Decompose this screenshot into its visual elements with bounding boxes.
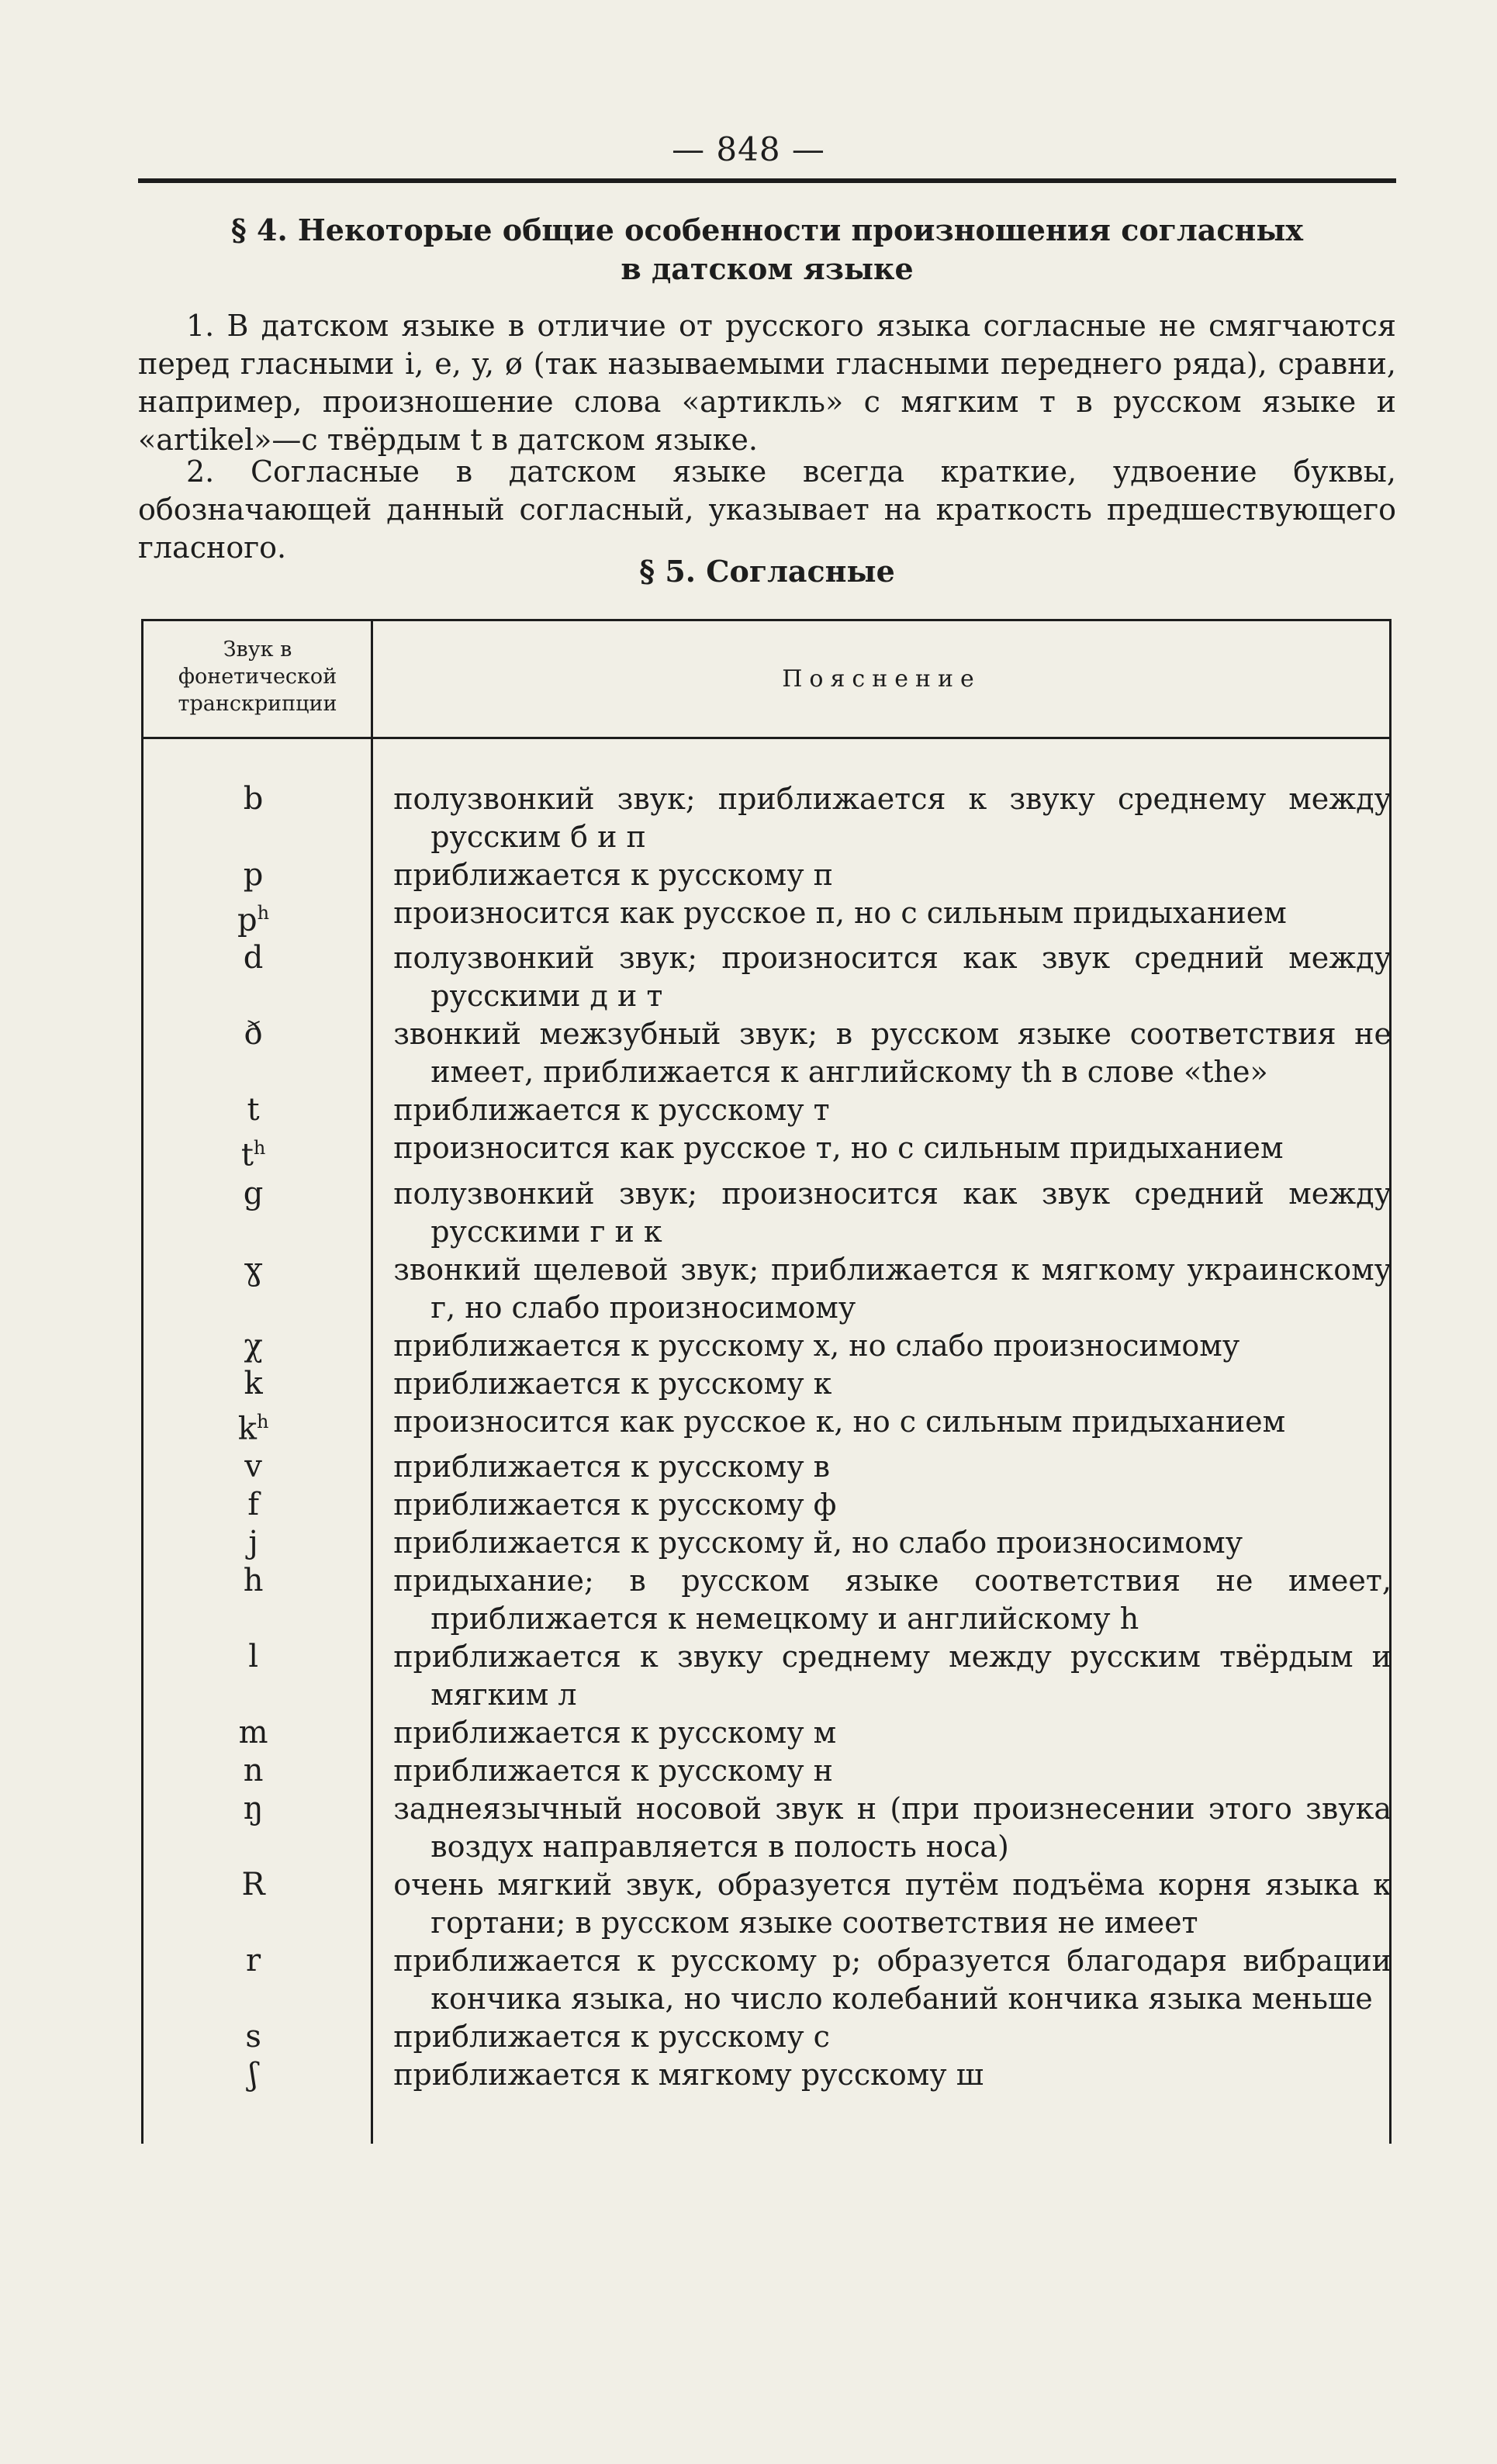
- explanation-text: заднеязычный носовой звук н (при произнесении этого звука воздух направляется в полость носа): [393, 1791, 1392, 1864]
- phonetic-symbol: $k^h$: [237, 1410, 269, 1446]
- explanation-text: произносится как русское к, но с сильным придыханием: [393, 1404, 1286, 1439]
- column-header-explanation: Пояснение: [782, 665, 981, 693]
- explanation-text: очень мягкий звук, образуется путём подъёма корня языка к гортани; в русском языке соответствия не имеет: [393, 1867, 1392, 1940]
- table-row: [141, 1403, 1392, 1448]
- section-4-title: [138, 211, 1396, 289]
- table-row: [141, 1714, 1392, 1752]
- phonetic-symbol: h: [243, 1562, 264, 1598]
- phonetic-symbol: l: [248, 1638, 258, 1674]
- explanation-text: произносится как русское п, но с сильным придыханием: [393, 896, 1287, 930]
- table-row: [141, 1251, 1392, 1327]
- section-4-title-line-2: в датском языке: [621, 251, 914, 286]
- column-header-sound-line-1: Звук в: [223, 638, 292, 662]
- table-row: [141, 1015, 1392, 1091]
- consonants-table: [141, 619, 1392, 2144]
- phonetic-symbol: ð: [244, 1016, 263, 1052]
- phonetic-symbol: p: [243, 857, 264, 893]
- phonetic-symbol: t: [247, 1092, 260, 1128]
- table-row: [141, 1752, 1392, 1790]
- explanation-text: приближается к русскому й, но слабо произносимому: [393, 1525, 1243, 1560]
- explanation-text: приближается к русскому с: [393, 2019, 830, 2054]
- explanation-text: звонкий межзубный звук; в русском языке соответствия не имеет, приближается к английскому th в слове «the»: [393, 1017, 1392, 1090]
- explanation-text: приближается к русскому п: [393, 858, 833, 892]
- table-row: [141, 1486, 1392, 1524]
- explanation-text: звонкий щелевой звук; приближается к мягкому украинскому г, но слабо произносимому: [393, 1252, 1392, 1325]
- table-row: [141, 1175, 1392, 1251]
- table-row: [141, 2056, 1392, 2094]
- phonetic-symbol: g: [243, 1175, 264, 1211]
- column-header-sound-line-3: транскрипции: [178, 692, 337, 716]
- table-row: [141, 1638, 1392, 1714]
- phonetic-symbol: ʃ: [249, 2056, 258, 2092]
- explanation-text: приближается к русскому х, но слабо произносимому: [393, 1328, 1240, 1363]
- explanation-text: приближается к русскому р; образуется благодаря вибрации кончика языка, но число колебаний кончика языка меньше: [393, 1943, 1392, 2016]
- column-header-sound: [146, 636, 369, 717]
- phonetic-symbol: s: [245, 2018, 261, 2054]
- table-row: [141, 1866, 1392, 1942]
- table-row: [141, 1790, 1392, 1866]
- column-header-sound-line-2: фонетической: [178, 665, 337, 689]
- table-row: [141, 894, 1392, 939]
- explanation-text: приближается к звуку среднему между русским твёрдым и мягким л: [393, 1639, 1392, 1712]
- explanation-text: приближается к русскому к: [393, 1366, 832, 1401]
- phonetic-symbol: r: [246, 1942, 261, 1978]
- explanation-text: произносится как русское т, но с сильным придыханием: [393, 1131, 1284, 1166]
- phonetic-symbol: $p^h$: [237, 902, 270, 938]
- paragraph-1: [138, 307, 1396, 459]
- section-4-title-line-1: § 4. Некоторые общие особенности произношения согласных: [230, 213, 1304, 247]
- table-row: [141, 1327, 1392, 1365]
- phonetic-symbol: k: [244, 1365, 263, 1401]
- table-row: [141, 1091, 1392, 1129]
- phonetic-symbol: n: [243, 1752, 264, 1788]
- explanation-text: полузвонкий звук; приближается к звуку среднему между русским б и п: [393, 782, 1392, 854]
- phonetic-symbol: ɣ: [244, 1251, 263, 1287]
- paragraph-2-text: 2. Согласные в датском языке всегда краткие, удвоение буквы, обозначающей данный согласный, указывает на краткость предшествующего гласного.: [138, 454, 1396, 565]
- table-row: [141, 1129, 1392, 1174]
- explanation-text: приближается к русскому н: [393, 1753, 833, 1788]
- phonetic-symbol: d: [243, 940, 264, 976]
- table-row: [141, 1524, 1392, 1562]
- section-5-title: § 5. Согласные: [639, 554, 895, 589]
- explanation-text: приближается к русскому в: [393, 1449, 831, 1484]
- page-number: — 848 —: [672, 130, 825, 168]
- paragraph-2: [138, 453, 1396, 567]
- table-row: [141, 1365, 1392, 1403]
- table-row: [141, 1562, 1392, 1638]
- table-top-rule: [141, 619, 1392, 621]
- explanation-text: придыхание; в русском языке соответствия не имеет, приближается к немецкому и английскому h: [393, 1563, 1392, 1636]
- phonetic-symbol: f: [247, 1486, 259, 1522]
- phonetic-symbol: $t^h$: [240, 1137, 266, 1173]
- table-row: [141, 2018, 1392, 2056]
- table-row: [141, 1448, 1392, 1486]
- table-body: [141, 780, 1392, 2094]
- phonetic-symbol: R: [241, 1866, 265, 1902]
- paragraph-1-text: 1. В датском языке в отличие от русского языка согласные не смягчаются перед гласными i, e, y, ø (так называемыми гласными переднего ряда), сравни, например, произношение слова «артикль» с мягким т в русском языке и «artikel»—с твёрдым t в датском языке.: [138, 309, 1396, 457]
- table-header-rule: [141, 737, 1392, 739]
- explanation-text: полузвонкий звук; произносится как звук средний между русскими г и к: [393, 1176, 1392, 1249]
- top-rule: [138, 178, 1396, 183]
- explanation-text: приближается к русскому ф: [393, 1487, 837, 1522]
- table-row: [141, 939, 1392, 1015]
- table-row: [141, 856, 1392, 894]
- phonetic-symbol: m: [238, 1714, 268, 1750]
- phonetic-symbol: χ: [244, 1327, 263, 1363]
- phonetic-symbol: ŋ: [243, 1790, 264, 1826]
- phonetic-symbol: v: [244, 1448, 262, 1484]
- explanation-text: приближается к мягкому русскому ш: [393, 2057, 984, 2092]
- explanation-text: приближается к русскому м: [393, 1715, 837, 1750]
- phonetic-symbol: b: [243, 781, 264, 817]
- phonetic-symbol: j: [248, 1524, 258, 1560]
- explanation-text: приближается к русскому т: [393, 1093, 830, 1128]
- table-row: [141, 1942, 1392, 2018]
- explanation-text: полузвонкий звук; произносится как звук средний между русскими д и т: [393, 941, 1392, 1014]
- table-row: [141, 780, 1392, 856]
